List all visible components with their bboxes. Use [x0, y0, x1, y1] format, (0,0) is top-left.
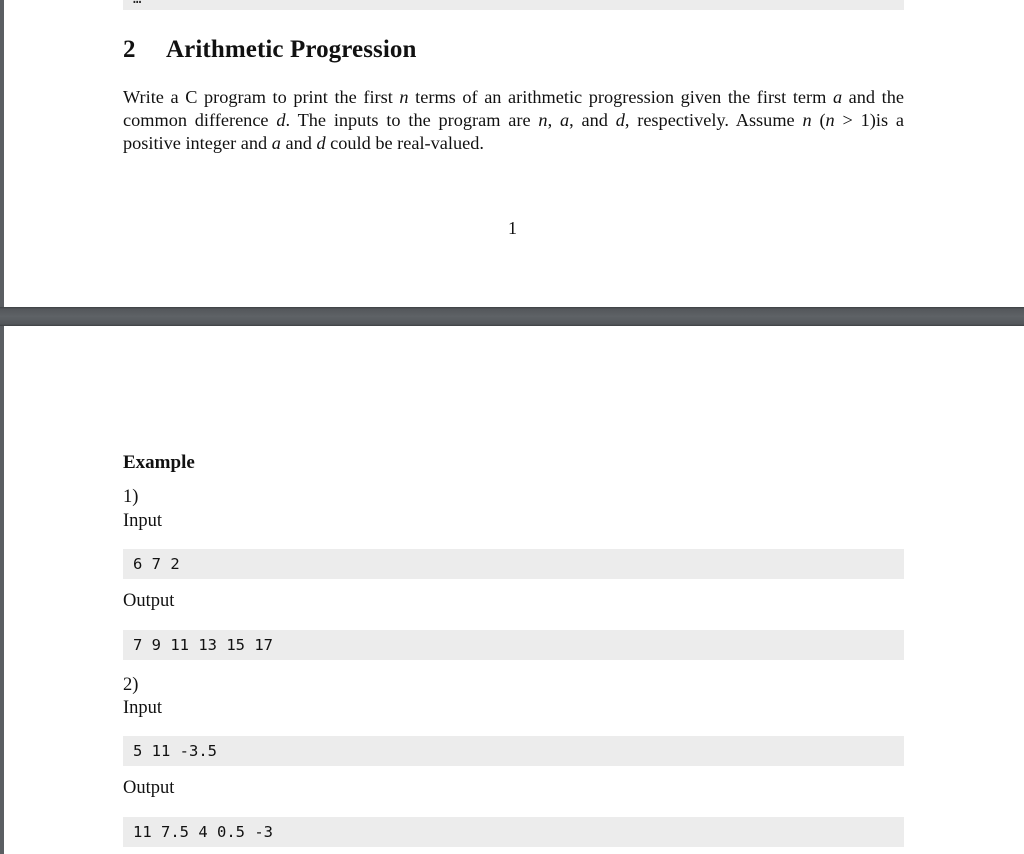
- pdf-page-2: [4, 326, 1024, 854]
- previous-code-fragment: [133, 0, 141, 7]
- example-2-input-code: 5 11 -3.5: [123, 736, 904, 766]
- example-1-output-label: Output: [123, 591, 175, 611]
- previous-code-block: [123, 0, 904, 10]
- example-1-input-code: 6 7 2: [123, 549, 904, 579]
- example-2-input-label: Input: [123, 698, 163, 718]
- section-number: 2: [123, 36, 136, 63]
- section-title: Arithmetic Progression: [166, 36, 417, 63]
- page-number: 1: [508, 218, 517, 238]
- example-1-output-code: 7 9 11 13 15 17: [123, 630, 904, 660]
- example-2-output-label: Output: [123, 778, 175, 798]
- page-separator: [0, 307, 1024, 326]
- section-heading: [123, 36, 417, 64]
- example-1-index: 1): [123, 487, 139, 507]
- example-2-index: 2): [123, 675, 139, 695]
- example-2-output-code: 11 7.5 4 0.5 -3: [123, 817, 904, 847]
- example-1-input-label: Input: [123, 511, 163, 531]
- example-heading: Example: [123, 452, 195, 473]
- problem-statement: Write a C program to print the first n terms of an arithmetic progression given the first term a and the common difference d. The inputs to the program are n, a, and d, respectively. Assume n (n > 1)is a positive integer and a and d could be real-valued.: [123, 87, 904, 153]
